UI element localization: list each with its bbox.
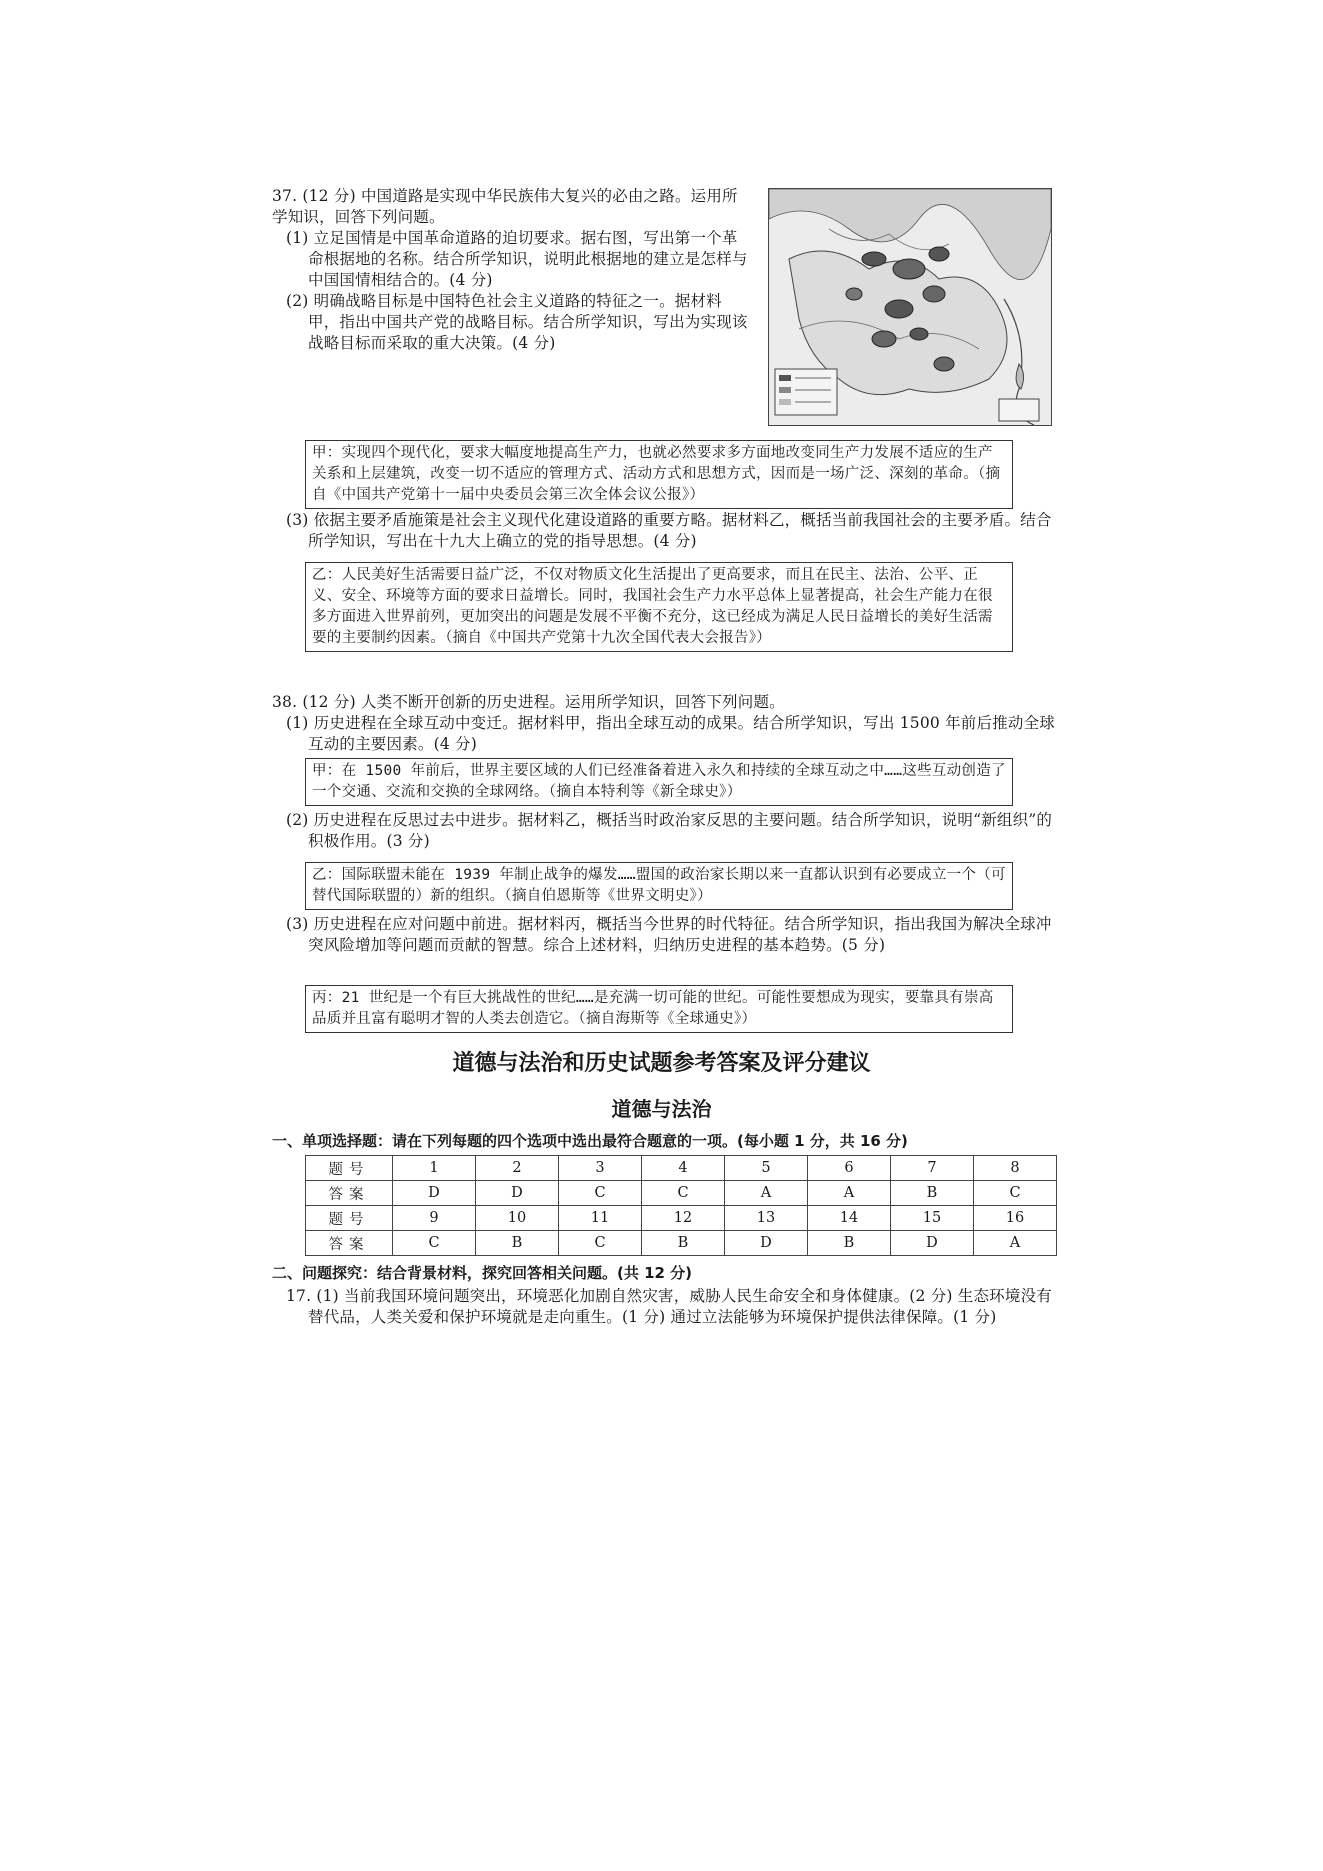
q37-part3-wrap [272,510,1062,552]
cell: A [974,1231,1057,1256]
cell: 5 [725,1156,808,1181]
cell: D [476,1181,559,1206]
q38-part3-wrap [272,914,1062,956]
q38-intro: 38. (12 分) 人类不断开创新的历史进程。运用所学知识，回答下列问题。 [272,693,785,711]
cell: 6 [808,1156,891,1181]
cell: 16 [974,1206,1057,1231]
cell: D [393,1181,476,1206]
cell: B [642,1231,725,1256]
q38-material-a: 甲：在 1500 年前后，世界主要区域的人们已经准备着进入永久和持续的全球互动之中……这些互动创造了一个交通、交流和交换的全球网络。（摘自本特利等《新全球史》） [305,758,1013,806]
cell: 7 [891,1156,974,1181]
q37-material-b: 乙：人民美好生活需要日益广泛，不仅对物质文化生活提出了更高要求，而且在民主、法治、公平、正义、安全、环境等方面的要求日益增长。同时，我国社会生产力水平总体上显著提高，社会生产能力在很多方面进入世界前列，更加突出的问题是发展不平衡不充分，这已经成为满足人民日益增长的美好生活需要的主要制约因素。（摘自《中国共产党第十九次全国代表大会报告》） [305,562,1013,652]
cell: B [891,1181,974,1206]
q37-material-a: 甲：实现四个现代化，要求大幅度地提高生产力，也就必然要求多方面地改变同生产力发展不适应的生产关系和上层建筑，改变一切不适应的管理方式、活动方式和思想方式，因而是一场广泛、深刻的革命。（摘自《中国共产党第十一届中央委员会第三次全体会议公报》） [305,440,1013,509]
row-label: 题号 [306,1156,393,1181]
cell: C [393,1231,476,1256]
q37-part1: (1) 立足国情是中国革命道路的迫切要求。据右图，写出第一个革命根据地的名称。结合所学知识，说明此根据地的建立是怎样与中国国情相结合的。(4 分) [286,229,748,289]
cell: A [725,1181,808,1206]
cell: A [808,1181,891,1206]
revolution-base-map [768,188,1052,426]
table-row [306,1156,1057,1181]
cell: C [642,1181,725,1206]
table-row [306,1181,1057,1206]
answers-main-title: 道德与法治和历史试题参考答案及评分建议 [452,1051,871,1076]
cell: 2 [476,1156,559,1181]
q38-part2: (2) 历史进程在反思过去中进步。据材料乙，概括当时政治家反思的主要问题。结合所学知识，说明“新组织”的积极作用。(3 分) [286,811,1053,850]
cell: B [808,1231,891,1256]
cell: C [559,1181,642,1206]
q37-part2: (2) 明确战略目标是中国特色社会主义道路的特征之一。据材料甲，指出中国共产党的战略目标。结合所学知识，写出为实现该战略目标而采取的重大决策。(4 分) [286,292,748,352]
answers-subject-title: 道德与法治 [611,1097,712,1121]
q38-part3: (3) 历史进程在应对问题中前进。据材料丙，概括当今世界的时代特征。结合所学知识，指出我国为解决全球冲突风险增加等问题而贡献的智慧。综合上述材料，归纳历史进程的基本趋势。(5 分) [286,915,1052,954]
map-figure [769,189,1051,425]
q38-material-c: 丙：21 世纪是一个有巨大挑战性的世纪……是充满一切可能的世纪。可能性要想成为现实，要靠具有崇高品质并且富有聪明才智的人类去创造它。（摘自海斯等《全球通史》） [305,985,1013,1033]
q37-intro: 37. (12 分) 中国道路是实现中华民族伟大复兴的必由之路。运用所学知识，回答下列问题。 [272,187,738,226]
cell: 14 [808,1206,891,1231]
cell: 11 [559,1206,642,1231]
q38-part2-wrap [272,810,1062,852]
table-row [306,1206,1057,1231]
section-two-heading: 二、问题探究：结合背景材料，探究回答相关问题。(共 12 分) [272,1264,693,1282]
cell: 15 [891,1206,974,1231]
cell: D [891,1231,974,1256]
cell: 4 [642,1156,725,1181]
q38-material-b: 乙：国际联盟未能在 1939 年制止战争的爆发……盟国的政治家长期以来一直都认识到有必要成立一个（可替代国际联盟的）新的组织。（摘自伯恩斯等《世界文明史》） [305,862,1013,910]
question-38 [272,692,1062,755]
cell: 1 [393,1156,476,1181]
question-37 [272,186,752,354]
q38-part1: (1) 历史进程在全球互动中变迁。据材料甲，指出全球互动的成果。结合所学知识，写出 1500 年前后推动全球互动的主要因素。(4 分) [286,714,1055,753]
answer-17: 17. (1) 当前我国环境问题突出，环境恶化加剧自然灾害，威胁人民生命安全和身体健康。(2 分) 生态环境没有替代品，人类关爱和保护环境就是走向重生。(1 分) 通过立法能够为环境保护提供法律保障。(1 分) [286,1287,1052,1326]
cell: C [974,1181,1057,1206]
cell: 3 [559,1156,642,1181]
cell: C [559,1231,642,1256]
answer-table [305,1155,1057,1256]
cell: 9 [393,1206,476,1231]
row-label: 答案 [306,1181,393,1206]
q37-part3: (3) 依据主要矛盾施策是社会主义现代化建设道路的重要方略。据材料乙，概括当前我国社会的主要矛盾。结合所学知识，写出在十九大上确立的党的指导思想。(4 分) [286,511,1052,550]
section-one-heading: 一、单项选择题：请在下列每题的四个选项中选出最符合题意的一项。(每小题 1 分，共 16 分) [272,1132,908,1150]
table-row [306,1231,1057,1256]
row-label: 题号 [306,1206,393,1231]
cell: B [476,1231,559,1256]
cell: 10 [476,1206,559,1231]
cell: 13 [725,1206,808,1231]
cell: D [725,1231,808,1256]
cell: 8 [974,1156,1057,1181]
answer-17-wrap [272,1286,1062,1328]
row-label: 答案 [306,1231,393,1256]
cell: 12 [642,1206,725,1231]
